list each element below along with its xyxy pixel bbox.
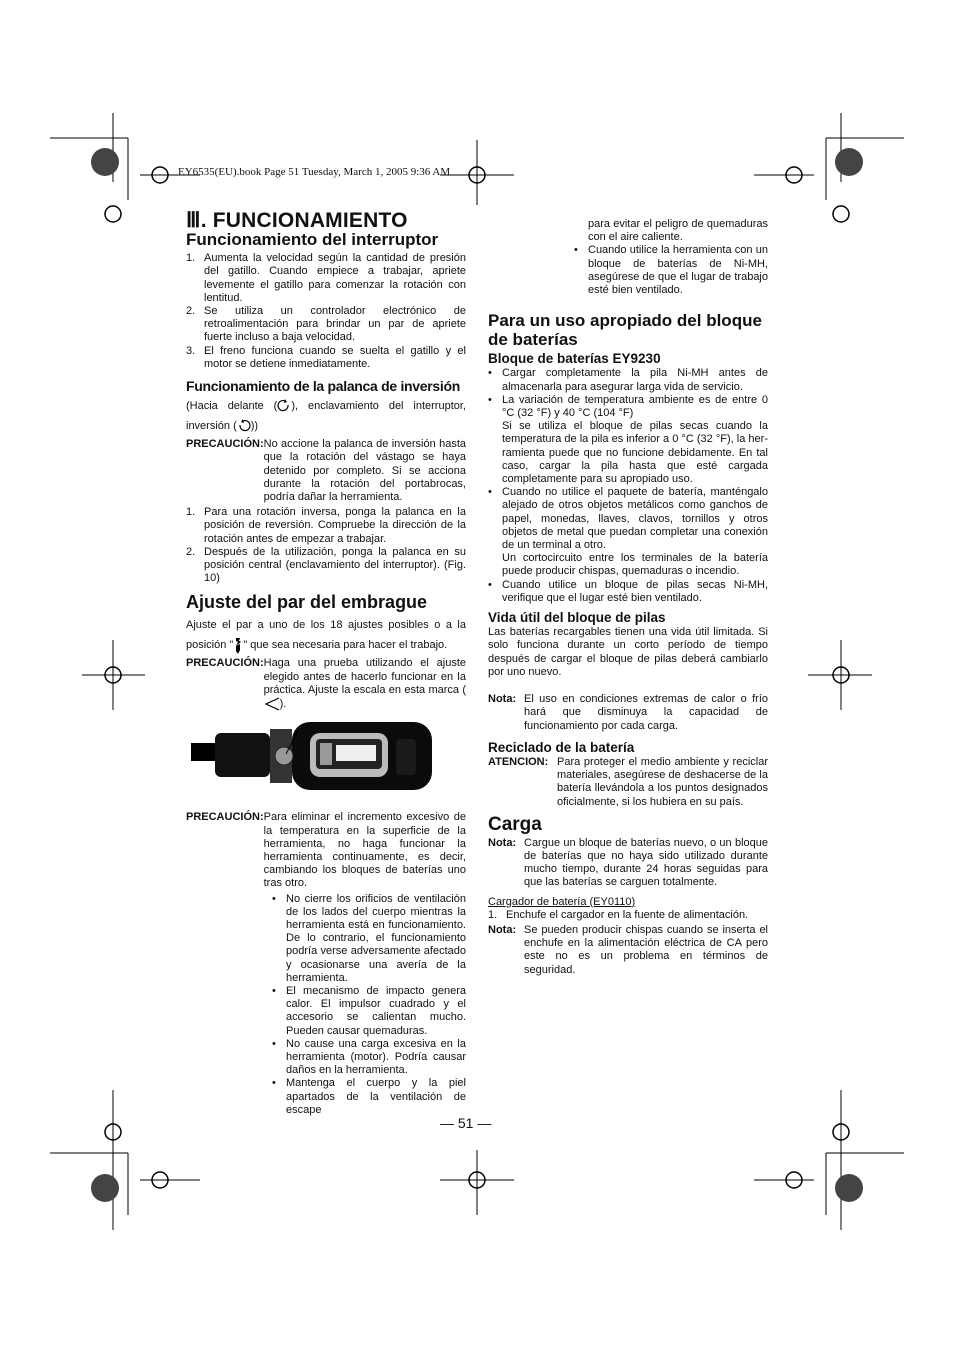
list-item: • No cierre los orificios de ventilación de los lados del cuerpo mientras la herramienta está en funcionamiento. De lo contrario, el funcionamiento podría verse adversamente afectado y ocasionarse una avería de la herramienta. bbox=[272, 892, 466, 984]
clutch-intro: Ajuste el par a uno de los 18 ajustes posibles o a la posición " " que sea necesaria para hacer el trabajo. bbox=[186, 615, 466, 655]
forward-rotation-icon bbox=[277, 399, 291, 413]
section-switch-title: Funcionamiento del interruptor bbox=[186, 230, 439, 250]
caution-reverse: PRECAUCIÓN: No accione la palanca de inversión hasta que la rotación del vástago se haya detenido por completo. Si se acciona durante la rotación del portabrocas, podría dañar la herramienta. bbox=[186, 438, 466, 504]
list-item: 1. Enchufe el cargador en la fuente de alimentación. bbox=[488, 908, 749, 921]
list-item: 2. Después de la utilización, ponga la palanca en su posición central (enclavamiento del interruptor). (Fig. 10) bbox=[186, 545, 466, 585]
battery-life-subtitle: Vida útil del bloque de pilas bbox=[488, 610, 666, 626]
charging-list bbox=[488, 909, 768, 922]
section-charging-title: Carga bbox=[488, 813, 542, 835]
note-battery-life: Nota: El uso en condiciones extremas de calor o frío hará que disminuya la capacidad de funcionamiento por cada carga. bbox=[488, 693, 768, 732]
reverse-intro: (Hacia delante ( ), enclavamiento del interruptor, inversión ( )) bbox=[186, 400, 466, 433]
battery-pack-subtitle: Bloque de baterías EY9230 bbox=[488, 351, 661, 367]
reverse-rotation-icon bbox=[237, 419, 251, 433]
caution-clutch: PRECAUCIÓN: Haga una prueba utilizando el ajuste elegido antes de hacerlo funcionar en la práctica. Ajuste la escala en esta marca (). bbox=[186, 657, 466, 710]
scale-mark-icon bbox=[264, 697, 280, 711]
list-item: • El mecanismo de impacto genera calor. El impulsor cuadrado y el accesorio se calientan mucho. Pueden causar quemaduras. bbox=[272, 985, 466, 1037]
caution-heat: PRECAUCIÓN: Para eliminar el incremento excesivo de la temperatura en la superficie de la herramienta, no haga funcionar la herramienta continuamente, es decir, cambiando los bloques de baterías uno tras otro. bbox=[186, 811, 466, 890]
right-column bbox=[488, 218, 768, 979]
list-item: • Cuando utilice un bloque de pilas secas Ni-MH, verifique que el lugar esté bien ventilado. bbox=[488, 578, 768, 604]
note-charging: Nota: Cargue un bloque de baterías nuevo, o un bloque de baterías que no haya sido utilizado durante mucho tiempo, durante 24 horas seguidas para que las baterías se carguen totalmente. bbox=[488, 836, 768, 889]
reverse-list bbox=[186, 506, 466, 585]
list-item: • Cargar completamente la pila Ni-MH antes de almacenarla para asegurar larga vida de servicio. bbox=[488, 367, 768, 393]
continued-bullets bbox=[574, 218, 768, 297]
drill-mode-icon bbox=[233, 638, 243, 654]
list-item: 1. Aumenta la velocidad según la cantidad de presión del gatillo. Cuando empiece a trabajar, apriete levemente el gatillo para comenzar la rotación con lentitud. bbox=[186, 252, 466, 304]
recycling-subtitle: Reciclado de la batería bbox=[488, 739, 635, 755]
battery-bullets bbox=[488, 367, 768, 605]
list-item: • Mantenga el cuerpo y la piel apartados de la ventilación de escape bbox=[272, 1077, 466, 1116]
section-clutch-title: Ajuste del par del embrague bbox=[186, 592, 428, 613]
list-item: • La variación de temperatura ambiente es de entre 0 °C (32 °F) y 40 °C (104 °F) Si se utiliza el bloque de pilas secas cuando la temperatura de la pila es inferior a 0 °C (32 °F), la her-ramienta puede que no funcione debidamente. En tal caso, cargar la pila hasta que esté cargada completamente para su apropiado uso. bbox=[488, 393, 768, 486]
page-number: — 51 — bbox=[440, 1115, 492, 1131]
heat-bullets bbox=[272, 893, 466, 1117]
list-item: 2. Se utiliza un controlador electrónico de retroalimentación para brindar un par de apriete fuerte incluso a baja velocidad. bbox=[186, 305, 466, 344]
section-reverse-lever-title: Funcionamiento de la palanca de inversión bbox=[186, 378, 460, 395]
charger-model: Cargador de batería (EY0110) bbox=[488, 895, 636, 908]
section-battery-title: Para un uso apropiado del bloque de baterías bbox=[488, 311, 762, 350]
left-column bbox=[186, 208, 466, 1117]
list-item: • Cuando utilice la herramienta con un bloque de baterías de Ni-MH, asegúrese de que el lugar de trabajo esté bien ventilado. bbox=[574, 244, 768, 297]
list-item: 3. El freno funciona cuando se suelta el gatillo y el motor se detiene inmediatamente. bbox=[186, 344, 466, 370]
list-item: 1. Para una rotación inversa, ponga la palanca en la posición de reversión. Compruebe la dirección de la rotación antes de empezar a trabajar. bbox=[186, 506, 466, 545]
tool-illustration bbox=[186, 719, 436, 797]
note-sparks: Nota: Se pueden producir chispas cuando se inserta el enchufe en la alimentación eléctrica de CA pero este no es un problema en términos de seguridad. bbox=[488, 923, 768, 976]
list-item: • No cause una carga excesiva en la herramienta (motor). Podría causar daños en la herramienta. bbox=[272, 1037, 466, 1077]
attention-recycling: ATENCION: Para proteger el medio ambiente y reciclar materiales, asegúrese de deshacerse de la batería llevándola a los puntos designados oficialmente, si los hubiera en su país. bbox=[488, 755, 768, 808]
switch-list bbox=[186, 252, 466, 371]
battery-life-text: Las baterías recargables tienen una vida útil limitada. Si solo funciona durante un corto período de tiempo después de cargar el bloque de pilas deberá cambiarlo por uno nuevo. bbox=[488, 626, 768, 678]
page-header: EY6535(EU).book Page 51 Tuesday, March 1, 2005 9:36 AM bbox=[178, 166, 451, 178]
page-title: Ⅲ. FUNCIONAMIENTO bbox=[186, 208, 408, 232]
list-item: para evitar el peligro de quemaduras con el aire caliente. bbox=[588, 218, 768, 244]
list-item: • Cuando no utilice el paquete de batería, manténgalo alejado de otros objetos metálicos como ganchos de papel, monedas, llaves, clavos, tornillos y otros objetos de metal que puedan completar una conexión de un terminal a otro. Un cortocircuito entre los terminales de la batería puede producir chispas, quemaduras o incendio. bbox=[488, 486, 768, 578]
